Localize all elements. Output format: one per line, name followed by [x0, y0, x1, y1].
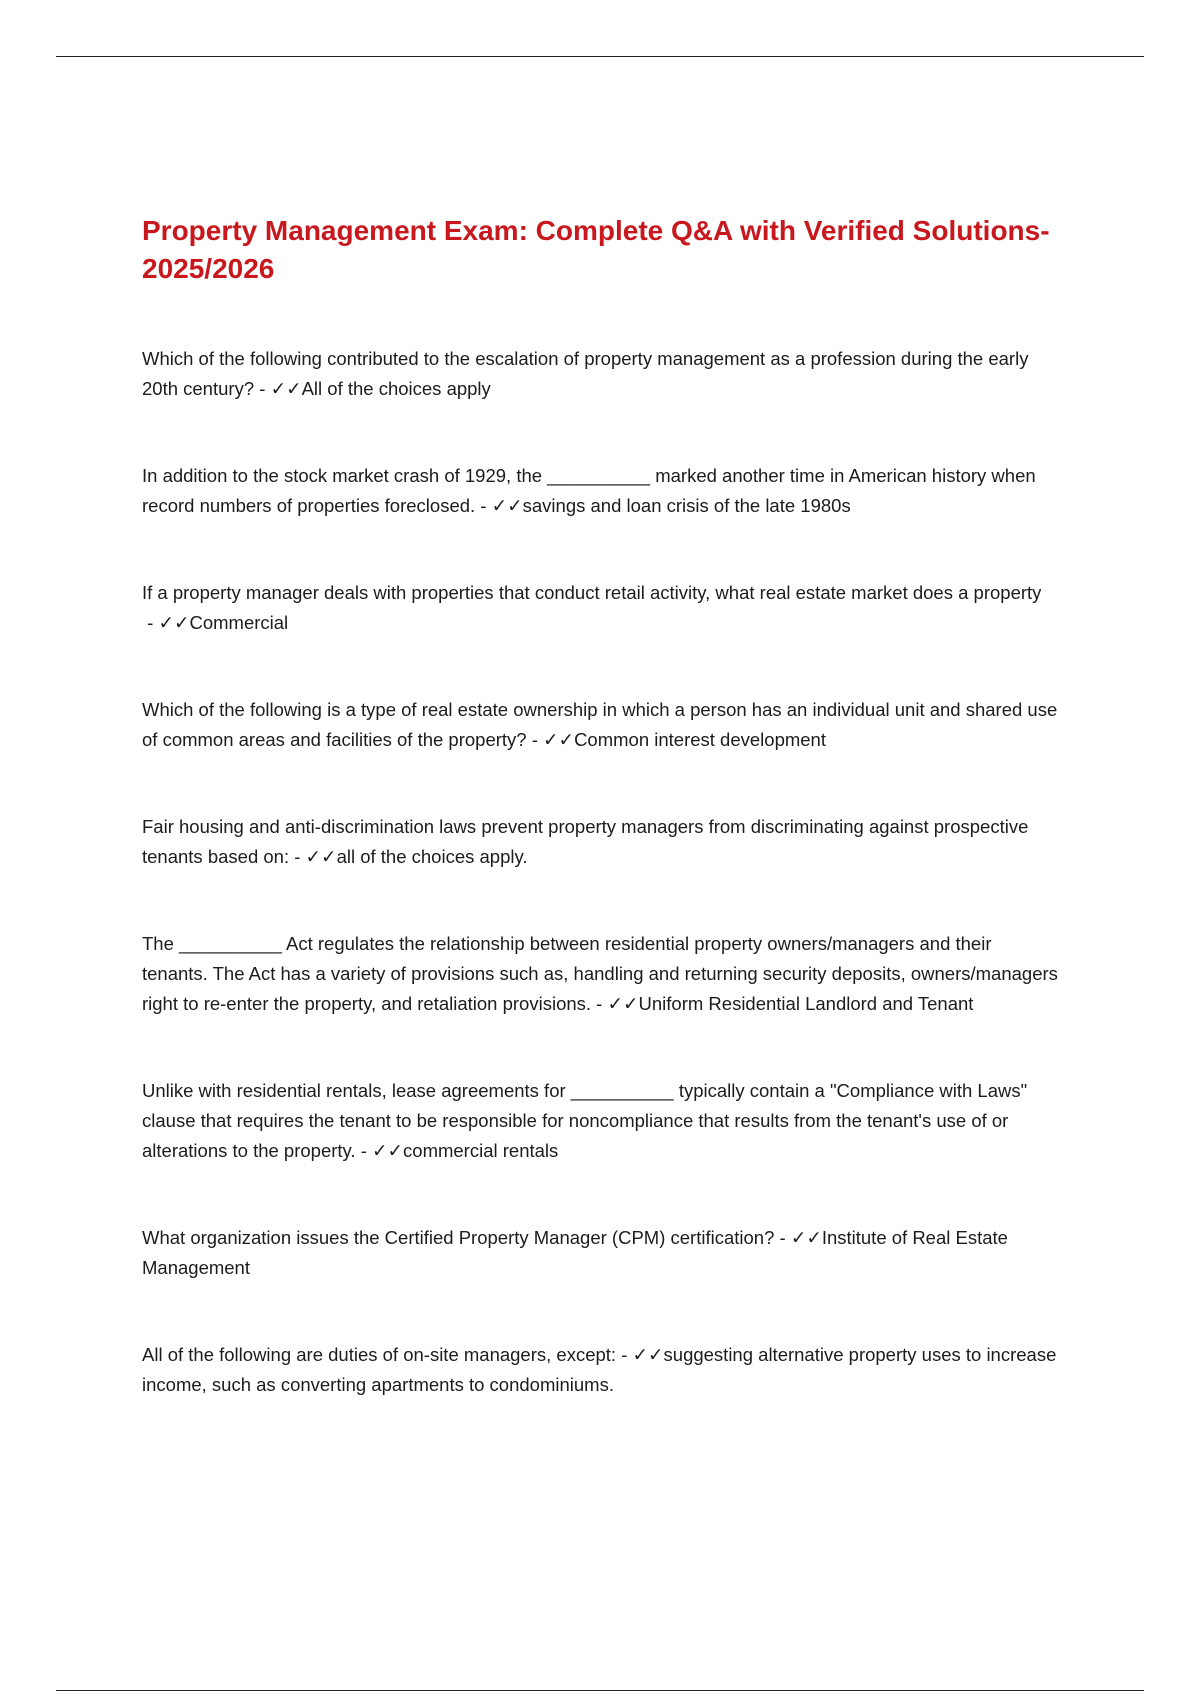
check-icon: ✓✓ [270, 378, 302, 399]
qa-separator: - [526, 729, 544, 750]
answer-text: savings and loan crisis of the late 1980s [522, 495, 851, 516]
header-rule [56, 56, 1144, 57]
qa-separator: - [289, 846, 306, 867]
answer-text: commercial rentals [403, 1140, 559, 1161]
question-text: If a property manager deals with properties that conduct retail activity, what real estate market does a property [142, 582, 1042, 603]
qa-item [142, 695, 1062, 755]
document-title: Property Management Exam: Complete Q&A with Verified Solutions-2025/2026 [142, 215, 1050, 284]
qa-list [142, 344, 1062, 1400]
check-icon: ✓✓ [790, 1227, 822, 1248]
question-text: The __________ Act regulates the relationship between residential property owners/managers and their tenants. The Act has a variety of provisions such as, handling and returning security deposits, owners/managers right to re-enter the property, and retaliation provisions. [142, 933, 1058, 1014]
answer-text: all of the choices apply. [336, 846, 528, 867]
qa-separator: - [475, 495, 492, 516]
answer-text: Uniform Residential Landlord and Tenant [638, 993, 974, 1014]
qa-item [142, 344, 1062, 404]
answer-text: suggesting alternative property uses to increase income, such as converting apartments to condominiums. [142, 1344, 1057, 1395]
answer-text: Commercial [189, 612, 289, 633]
qa-separator: - [616, 1344, 633, 1365]
answer-text: Common interest development [574, 729, 826, 750]
check-icon: ✓✓ [491, 495, 523, 516]
qa-separator: - [774, 1227, 791, 1248]
question-text: All of the following are duties of on-site managers, except: [142, 1344, 617, 1365]
answer-text: Institute of Real Estate Management [142, 1227, 1008, 1278]
qa-item [142, 929, 1062, 1019]
qa-separator: - [254, 378, 271, 399]
qa-item [142, 578, 1062, 638]
document-body [142, 212, 1062, 1457]
check-icon: ✓✓ [543, 729, 575, 750]
check-icon: ✓✓ [632, 1344, 664, 1365]
question-text: What organization issues the Certified Property Manager (CPM) certification? [142, 1227, 775, 1248]
check-icon: ✓✓ [372, 1140, 404, 1161]
answer-text: All of the choices apply [301, 378, 491, 399]
question-text: Which of the following is a type of real estate ownership in which a person has an individual unit and shared use of common areas and facilities of the property? [142, 699, 1058, 750]
qa-item [142, 1340, 1062, 1400]
qa-separator: - [591, 993, 608, 1014]
question-text: Fair housing and anti-discrimination laws prevent property managers from discriminating against prospective tenants based on: [142, 816, 1029, 867]
qa-item [142, 1223, 1062, 1283]
qa-item [142, 812, 1062, 872]
qa-separator: - [142, 612, 159, 633]
question-text: Unlike with residential rentals, lease agreements for __________ typically contain a "Compliance with Laws" clause that requires the tenant to be responsible for noncompliance that results from the tenant's use of or alterations to the property. [142, 1080, 1028, 1161]
check-icon: ✓✓ [305, 846, 337, 867]
check-icon: ✓✓ [607, 993, 639, 1014]
question-text: In addition to the stock market crash of 1929, the __________ marked another time in American history when record numbers of properties foreclosed. [142, 465, 1036, 516]
qa-separator: - [355, 1140, 373, 1161]
qa-item [142, 461, 1062, 521]
qa-item [142, 1076, 1062, 1166]
question-text: Which of the following contributed to the escalation of property management as a profession during the early 20th century? [142, 348, 1029, 399]
footer-rule [56, 1690, 1144, 1691]
check-icon: ✓✓ [158, 612, 190, 633]
